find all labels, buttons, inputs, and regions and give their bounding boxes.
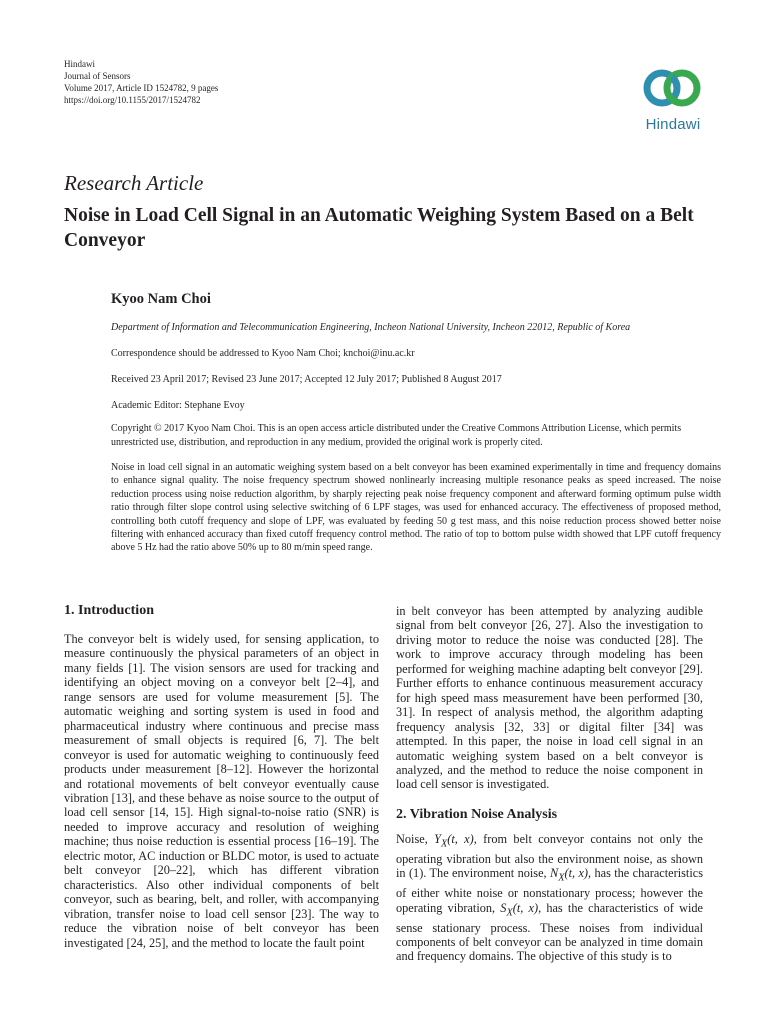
academic-editor: Academic Editor: Stephane Evoy bbox=[111, 400, 245, 411]
copyright-notice: Copyright © 2017 Kyoo Nam Choi. This is an open access article distributed under the Creative Commons Attribution License, which permits unrestricted use, distribution, and reproduction in any medium, provided the original work is properly cited. bbox=[111, 423, 682, 448]
article-type: Research Article bbox=[64, 171, 204, 195]
volume-info: Volume 2017, Article ID 1524782, 9 pages bbox=[64, 83, 219, 93]
vibration-noise-paragraph: Noise, $Y_X(t$, x), from belt conveyor contains not only the operating vibration but also the environment noise, as shown in (1). The environment noise, $N_X(t$, x), has the characteristics of either white noise or nonstationary process; however the operating vibration, $S_X(t$, x), has the characteristics of wide sense stationary process. These noises from individual components of belt conveyor can be analyzed in time domain and frequency domains. The objective of this study is to bbox=[396, 831, 703, 964]
affiliation: Department of Information and Telecommunication Engineering, Incheon National University, Incheon 22012, Republic of Korea bbox=[111, 322, 631, 333]
right-column bbox=[396, 604, 703, 964]
abstract: Noise in load cell signal in an automatic weighing system based on a belt conveyor has been examined experimentally in time and frequency domains to enhance signal quality. The noise frequency spectrum showed nonlinearly increasing multiple resonance peaks as speed increased. The noise reduction process using noise reduction algorithm, by sharply rejecting peak noise frequency component and afterward forming optimum pulse width ratio through filter slope control using selective switching of 6 LPF stages, was used for enhanced accuracy. The effectiveness of proposed method, controlling both cutoff frequency and slope of LPF, was evaluated by feeding 50 g test mass, and this noise reduction process showed better noise filtering with enhanced accuracy than fixed cutoff frequency control method. The ratio of top to bottom pulse width showed that LPF cutoff frequency above 5 Hz had the ratio above 50% up to 80 m/min speed range. bbox=[111, 462, 721, 554]
article-title: Noise in Load Cell Signal in an Automatic Weighing System Based on a Belt Conveyor bbox=[64, 205, 694, 251]
author-name: Kyoo Nam Choi bbox=[111, 291, 211, 307]
correspondence: Correspondence should be addressed to Kyoo Nam Choi; knchoi@inu.ac.kr bbox=[111, 348, 415, 359]
section-heading-introduction: 1. Introduction bbox=[64, 603, 154, 618]
introduction-paragraph: The conveyor belt is widely used, for sensing application, to measure continuously the physical parameters of an object in many fields [1]. The vision sensors are used for tracking and identifying an object moving on a conveyor belt [2–4], and range sensors are used for volume measurement [5]. The automatic weighing and sorting system is used in food and pharmaceutical industry where continuous and precise mass measurement of small objects is required [6, 7]. The belt conveyor is used for automatic weighing to continuously feed products under measurement [8–12]. However the horizontal and rotational movements of belt conveyor eventually cause vibration [13], and these behave as noise source to the output of load cell sensor [14, 15]. High signal-to-noise ratio (SNR) is needed to improve accuracy and resolution of weighing machine; thus noise reduction is essential process [16–19]. The electric motor, AC induction or BLDC motor, is used to actuate belt conveyor [20–22], which has different vibration characteristics. Also other individual components of belt conveyor, such as bearing, belt, and roller, with accompanying vibration, transfer noise to load cell sensor [23]. The way to reduce the vibration noise of belt conveyor has been investigated [24, 25], and the method to locate the fault point bbox=[64, 632, 379, 950]
publication-dates: Received 23 April 2017; Revised 23 June 2017; Accepted 12 July 2017; Published 8 August 2017 bbox=[111, 374, 502, 385]
doi-link[interactable]: https://doi.org/10.1155/2017/1524782 bbox=[64, 95, 201, 105]
left-column bbox=[64, 602, 379, 950]
journal-meta bbox=[64, 58, 218, 106]
hindawi-logo-text: Hindawi bbox=[645, 116, 701, 133]
publisher-name: Hindawi bbox=[64, 59, 95, 69]
section-heading-vibration-noise: 2. Vibration Noise Analysis bbox=[396, 806, 558, 822]
introduction-continued: in belt conveyor has been attempted by analyzing audible signal from belt conveyor [26, 27]. Also the investigation to driving motor to reduce the noise was conducted [28]. The work to improve accuracy through modeling has been performed for weighing machine adapting belt conveyor [29]. Further efforts to enhance continuous measurement accuracy for high speed mass measurement have been performed [30, 31]. In respect of analysis method, the algorithm adapting frequency analysis [32, 33] or digital filter [34] was attempted. In this paper, the noise in load cell signal in an automatic weighing system based on a belt conveyor is analyzed, and the method to reduce the noise component in load cell sensor is investigated. bbox=[396, 604, 703, 792]
journal-name: Journal of Sensors bbox=[64, 71, 131, 81]
